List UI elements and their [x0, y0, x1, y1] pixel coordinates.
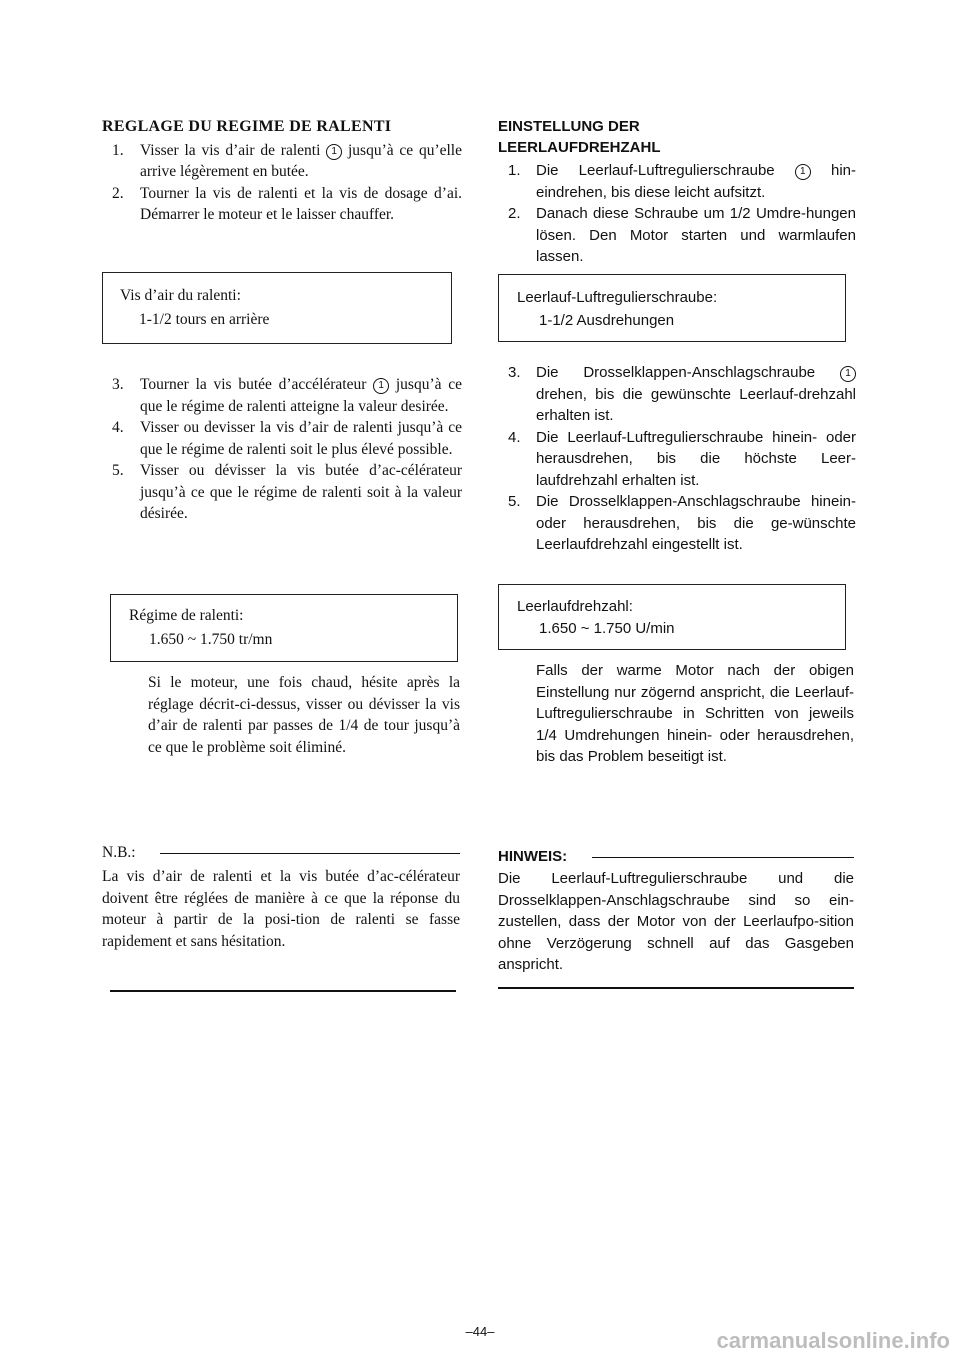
de-spec1-label: Leerlauf-Luftregulierschraube: [517, 289, 718, 306]
callout-1-icon: 1 [840, 366, 856, 382]
fr-paragraph: Si le moteur, une fois chaud, hésite après la réglage décrit-ci-dessus, visser ou dévisser la vis d’air de ralenti par passes de 1/4 de tour jusqu’à ce que le problème soit éliminé. [148, 674, 460, 756]
de-note-end-rule [498, 987, 854, 989]
fr-spec2-label: Régime de ralenti: [129, 607, 244, 624]
fr-spec2-value: 1.650 ~ 1.750 tr/mn [149, 631, 273, 648]
de-spec-box-1 [498, 274, 846, 342]
fr-note-title: N.B.: [102, 844, 136, 861]
de-heading: EINSTELLUNG DER LEERLAUFDREHZAHL [498, 118, 661, 156]
de-spec2-value: 1.650 ~ 1.750 U/min [539, 620, 675, 637]
de-step-1: 1. Die Leerlauf-Luftregulierschraube 1 hin-eindrehen, bis diese leicht aufsitzt. [508, 162, 856, 201]
de-step-2: 2. Danach diese Schraube um 1/2 Umdre-hungen lösen. Den Motor starten und warmlaufen lassen. [508, 205, 856, 265]
de-steps-a [498, 160, 856, 268]
callout-1-icon: 1 [373, 378, 389, 394]
fr-spec-box-2 [110, 594, 458, 662]
callout-1-icon: 1 [795, 164, 811, 180]
de-spec1-value: 1-1/2 Ausdrehungen [539, 312, 675, 329]
fr-steps-a [102, 140, 462, 226]
page-number: –44– [465, 1324, 495, 1339]
fr-note-end-rule [110, 990, 456, 992]
de-note-rule [592, 857, 854, 858]
de-step-3: 3. Die Drosselklappen-Anschlagschraube 1 drehen, bis die gewünschte Leerlauf-drehzahl erhalten ist. [508, 364, 856, 424]
de-paragraph: Falls der warme Motor nach der obigen Einstellung nur zögernd anspricht, die Leerlauf-Luftregulierschraube in Schritten von jeweils 1/4 Umdrehungen hinein- oder herausdrehen, bis das Problem beseitigt ist. [536, 662, 854, 765]
fr-heading: REGLAGE DU REGIME DE RALENTI [102, 118, 392, 135]
de-note-title: HINWEIS: [498, 848, 568, 865]
fr-note-text: La vis d’air de ralenti et la vis butée d’ac-célérateur doivent être réglées de manière à ce que la réponse du moteur à partir de la posi-tion de ralenti se fasse rapidement et sans hésitation. [102, 868, 460, 950]
fr-steps-b [102, 374, 462, 525]
watermark: carmanualsonline.info [716, 1328, 950, 1353]
fr-step-2: 2. Tourner la vis de ralenti et la vis de dosage d’ai. Démarrer le moteur et le laisser chauffer. [112, 184, 462, 223]
de-spec-box-2 [498, 584, 846, 650]
callout-1-icon: 1 [326, 144, 342, 160]
de-top-section [498, 116, 856, 268]
de-step-5: 5. Die Drosselklappen-Anschlagschraube hinein- oder herausdrehen, bis die ge-wünschte Leerlaufdrehzahl eingestellt ist. [508, 493, 856, 553]
de-steps-b [498, 362, 856, 556]
fr-spec-box-1 [102, 272, 452, 344]
de-note-text: Die Leerlauf-Luftregulierschraube und die Drosselklappen-Anschlagschraube sind so ein-zustellen, dass der Motor von der Leerlaufpo-sition ohne Verzögerung schnell auf das Gasgeben anspricht. [498, 870, 854, 973]
fr-step-1: 1. Visser la vis d’air de ralenti 1 jusqu’à ce qu’elle arrive légèrement en butée. [112, 141, 462, 180]
fr-spec1-value: 1-1/2 tours en arrière [139, 311, 270, 328]
fr-top-section [102, 116, 462, 226]
fr-step-5: 5. Visser ou dévisser la vis butée d’ac-célérateur jusqu’à ce que le régime de ralenti soit à la valeur désirée. [112, 462, 462, 522]
fr-step-3: 3. Tourner la vis butée d’accélérateur 1 jusqu’à ce que le régime de ralenti atteigne la valeur desirée. [112, 376, 463, 415]
fr-step-4: 4. Visser ou devisser la vis d’air de ralenti jusqu’à ce que le régime de ralenti soit le plus élevé possible. [112, 419, 462, 458]
de-spec2-label: Leerlaufdrehzahl: [517, 598, 633, 615]
de-step-4: 4. Die Leerlauf-Luftregulierschraube hinein- oder herausdrehen, bis die höchste Leer-laufdrehzahl erhalten ist. [508, 428, 856, 489]
fr-note-rule [160, 853, 460, 854]
fr-spec1-label: Vis d’air du ralenti: [120, 287, 241, 304]
